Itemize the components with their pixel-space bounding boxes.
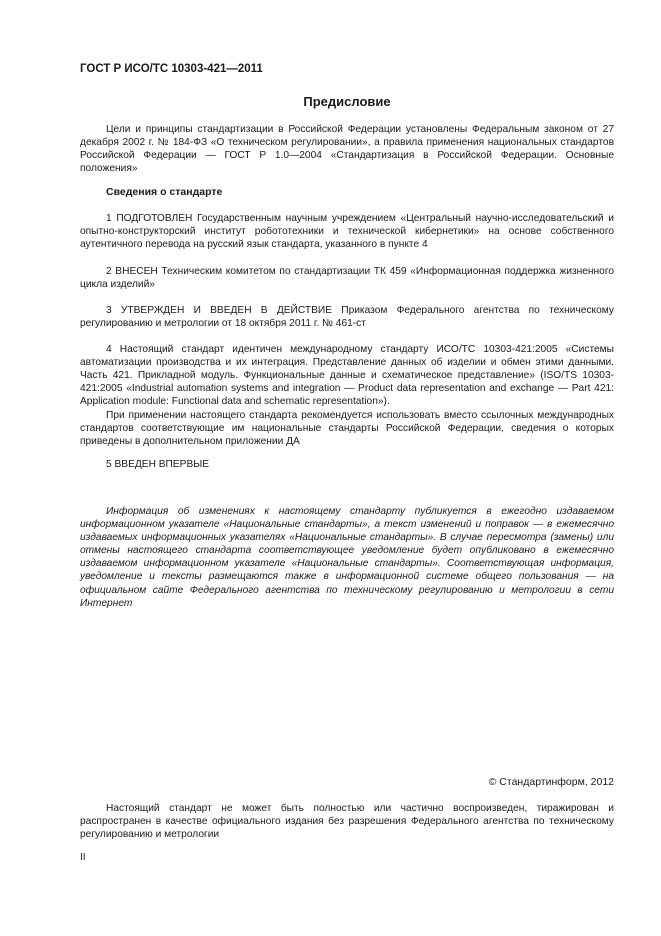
document-code-header: ГОСТ Р ИСО/ТС 10303-421—2011	[80, 63, 263, 75]
copyright-notice: © Стандартинформ, 2012	[488, 776, 614, 788]
item-2-paragraph: 2 ВНЕСЕН Техническим комитетом по стандартизации ТК 459 «Информационная поддержка жизненного цикла изделий»	[80, 266, 614, 291]
item-3-paragraph: 3 УТВЕРЖДЕН И ВВЕДЕН В ДЕЙСТВИЕ Приказом Федерального агентства по техническому регулированию и метрологии от 18 октября 2011 г. № 461-ст	[80, 305, 614, 330]
page-number: II	[80, 852, 86, 863]
item-4-paragraph: 4 Настоящий стандарт идентичен международному стандарту ИСО/ТС 10303-421:2005 «Системы автоматизации производства и их интеграция. Представление данных об изделии и обмен этими данными. Часть 421. Прикладной модуль. Функциональные данные и схематическое представление» (ISO/TS 10303-421:2005 «Industrial automation systems and integration — Product data representation and exchange — Part 421: Application module: Functional data and schematic representation»).	[80, 344, 614, 408]
item-5-paragraph: 5 ВВЕДЕН ВПЕРВЫЕ	[106, 459, 210, 470]
reproduction-notice: Настоящий стандарт не может быть полностью или частично воспроизведен, тиражирован и распространен в качестве официального издания без разрешения Федерального агентства по техническому регулированию и метрологии	[80, 803, 614, 841]
item-1-paragraph: 1 ПОДГОТОВЛЕН Государственным научным учреждением «Центральный научно-исследовательский и опытно-конструкторский институт робототехники и технической кибернетики» на основе собственного аутентичного перевода на русский язык стандарта, указанного в пункте 4	[80, 213, 614, 251]
page-title: Предисловие	[303, 94, 391, 109]
changes-info-paragraph: Информация об изменениях к настоящему стандарту публикуется в ежегодно издаваемом информационном указателе «Национальные стандарты», а текст изменений и поправок — в ежемесячно издаваемых информационных указателях «Национальные стандарты». В случае пересмотра (замены) или отмены настоящего стандарта соответствующее уведомление будет опубликовано в ежемесячно издаваемом информационном указателе «Национальные стандарты». Соответствующая информация, уведомление и тексты размещаются также в информационной системе общего пользования — на официальном сайте Федерального агентства по техническому регулированию и метрологии в сети Интернет	[80, 506, 614, 609]
item-4-note-paragraph: При применении настоящего стандарта рекомендуется использовать вместо ссылочных международных стандартов соответствующие им национальные стандарты Российской Федерации, сведения о которых приведены в дополнительном приложении ДА	[80, 410, 614, 448]
standard-info-heading: Сведения о стандарте	[106, 186, 223, 198]
intro-paragraph: Цели и принципы стандартизации в Российской Федерации установлены Федеральным законом от 27 декабря 2002 г. № 184-ФЗ «О техническом регулировании», а правила применения национальных стандартов Российской Федерации — ГОСТ Р 1.0—2004 «Стандартизация в Российской Федерации. Основные положения»	[80, 124, 614, 175]
